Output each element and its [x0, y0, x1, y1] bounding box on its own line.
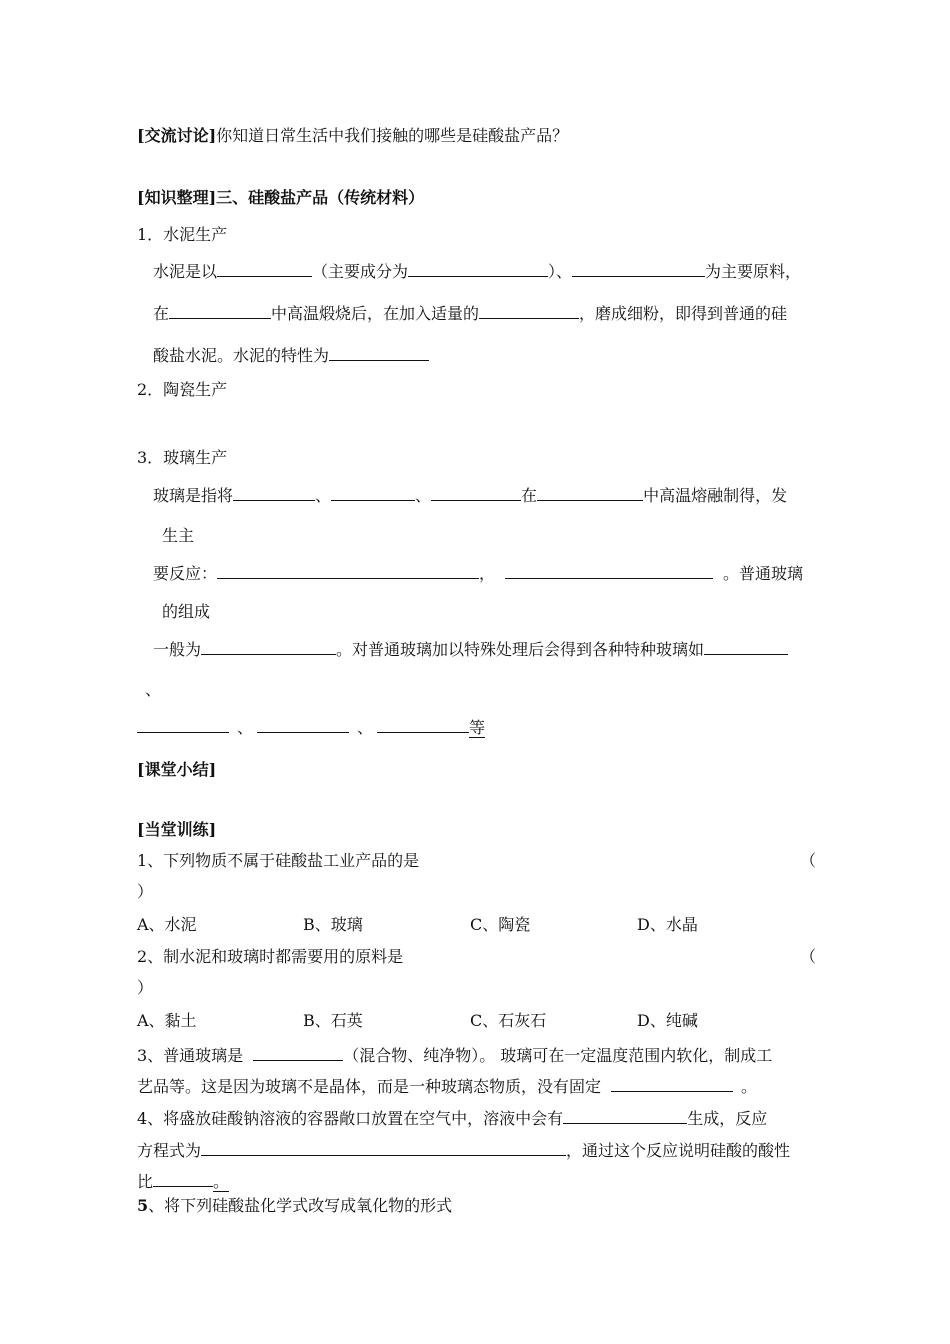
cement-blank-raw-material-2[interactable] — [572, 260, 705, 277]
cement-text: 水泥是以 — [153, 262, 218, 281]
glass-line-1 — [153, 484, 787, 506]
glass-blank-reaction-2[interactable] — [505, 562, 713, 579]
q2-option-c[interactable]: C、石灰石 — [470, 1011, 547, 1030]
q4-text: 方程式为 — [137, 1141, 202, 1160]
q1-paren-open: （ — [800, 851, 817, 870]
glass-text: 一般为 — [153, 640, 202, 659]
cement-text: 中高温煅烧后，在加入适量的 — [271, 304, 480, 323]
cement-title: 1．水泥生产 — [137, 225, 228, 244]
glass-title: 3．玻璃生产 — [137, 448, 228, 467]
q3-text: 。 — [741, 1077, 758, 1096]
cement-blank-additive[interactable] — [479, 302, 579, 319]
cement-blank-kiln[interactable] — [169, 302, 271, 319]
glass-text: 在 — [521, 486, 538, 505]
ceramics-title: 2．陶瓷生产 — [137, 380, 228, 399]
glass-text: 、 — [357, 718, 374, 737]
q2-paren-close: ） — [137, 978, 154, 997]
glass-text: 中高温熔融制得，发 — [643, 486, 788, 505]
q4-text: 4、将盛放硅酸钠溶液的容器敞口放置在空气中，溶液中会有 — [137, 1109, 564, 1128]
q1-text: 1、下列物质不属于硅酸盐工业产品的是 — [137, 851, 420, 870]
glass-text: 等 — [469, 718, 486, 737]
glass-line-6: 、 — [145, 680, 162, 699]
q2-option-d[interactable]: D、纯碱 — [637, 1011, 698, 1030]
q4-line-1 — [137, 1107, 767, 1129]
q4-text: ，通过这个反应说明硅酸的酸性 — [566, 1141, 791, 1160]
q5-number: 5 — [137, 1196, 149, 1215]
glass-line-2: 生主 — [162, 526, 195, 545]
q4-text: 。 — [213, 1172, 230, 1191]
q4-blank-equation[interactable] — [201, 1139, 566, 1156]
glass-blank-composition[interactable] — [201, 638, 336, 655]
discussion-line — [137, 126, 568, 146]
q3-blank-melting-point[interactable] — [611, 1075, 733, 1092]
cement-blank-raw-material[interactable] — [217, 260, 312, 277]
cement-line-2 — [153, 302, 787, 324]
q4-line-3 — [137, 1170, 229, 1192]
glass-line-5 — [153, 638, 788, 660]
glass-text: 、 — [415, 486, 432, 505]
q1-option-a[interactable]: A、水泥 — [137, 915, 197, 934]
glass-text: ， — [479, 564, 496, 583]
q2-option-a[interactable]: A、黏土 — [137, 1011, 197, 1030]
cement-text: 酸盐水泥。水泥的特性为 — [153, 346, 330, 365]
q2-paren-open: （ — [800, 947, 817, 966]
glass-text: 、 — [237, 718, 254, 737]
glass-blank-furnace[interactable] — [537, 484, 643, 501]
glass-line-7 — [137, 716, 485, 738]
q2-option-b[interactable]: B、石英 — [303, 1011, 363, 1030]
summary-heading: [课堂小结] — [137, 760, 217, 779]
cement-line-3 — [153, 344, 429, 366]
q3-text: （混合物、纯净物）。 玻璃可在一定温度范围内软化，制成工 — [343, 1046, 773, 1065]
glass-text: 、 — [315, 486, 332, 505]
q4-text: 比 — [137, 1172, 154, 1191]
glass-blank-reaction-1[interactable] — [217, 562, 479, 579]
discussion-text: 你知道日常生活中我们接触的哪些是硅酸盐产品？ — [216, 126, 569, 145]
glass-blank-special-2[interactable] — [137, 716, 229, 733]
glass-blank-material-3[interactable] — [431, 484, 521, 501]
glass-text: 。普通玻璃 — [723, 564, 804, 583]
q1-option-c[interactable]: C、陶瓷 — [470, 915, 531, 934]
cement-text: （主要成分为 — [312, 262, 409, 281]
q4-blank-product[interactable] — [563, 1107, 687, 1124]
cement-text: 为主要原料， — [705, 262, 802, 281]
glass-blank-material-1[interactable] — [233, 484, 315, 501]
cement-blank-property[interactable] — [329, 344, 429, 361]
q4-line-2 — [137, 1139, 790, 1161]
cement-text: ，磨成细粉，即得到普通的硅 — [579, 304, 788, 323]
glass-line-3 — [153, 562, 803, 584]
cement-text: 在 — [153, 304, 170, 323]
glass-text: 玻璃是指将 — [153, 486, 234, 505]
q3-text: 3、普通玻璃是 — [137, 1046, 244, 1065]
glass-blank-special-4[interactable] — [377, 716, 469, 733]
glass-text: 要反应： — [153, 564, 218, 583]
cement-blank-main-component[interactable] — [408, 260, 548, 277]
cement-text: ）、 — [548, 262, 573, 281]
q5-text: 、将下列硅酸盐化学式改写成氧化物的形式 — [148, 1196, 453, 1215]
glass-blank-special-3[interactable] — [257, 716, 349, 733]
glass-blank-material-2[interactable] — [331, 484, 415, 501]
q1-option-d[interactable]: D、水晶 — [637, 915, 698, 934]
q4-text: 生成，反应 — [687, 1109, 768, 1128]
q3-blank-mixture[interactable] — [253, 1044, 343, 1061]
practice-heading: [当堂训练] — [137, 820, 217, 839]
q3-line-2 — [137, 1075, 757, 1097]
discussion-tag: [交流讨论] — [137, 126, 217, 145]
cement-line-1 — [153, 260, 801, 282]
glass-blank-special-1[interactable] — [704, 638, 788, 655]
q1-option-b[interactable]: B、玻璃 — [303, 915, 363, 934]
q5-line — [137, 1196, 452, 1216]
glass-text: 。对普通玻璃加以特殊处理后会得到各种特种玻璃如 — [336, 640, 705, 659]
knowledge-heading: [知识整理]三、硅酸盐产品（传统材料） — [137, 188, 425, 207]
q3-line-1 — [137, 1044, 772, 1066]
glass-line-4: 的组成 — [162, 602, 211, 621]
q1-paren-close: ） — [137, 882, 154, 901]
q3-text: 艺品等。这是因为玻璃不是晶体，而是一种玻璃态物质，没有固定 — [137, 1077, 602, 1096]
q2-text: 2、制水泥和玻璃时都需要用的原料是 — [137, 947, 404, 966]
q4-blank-compare[interactable] — [153, 1170, 213, 1187]
